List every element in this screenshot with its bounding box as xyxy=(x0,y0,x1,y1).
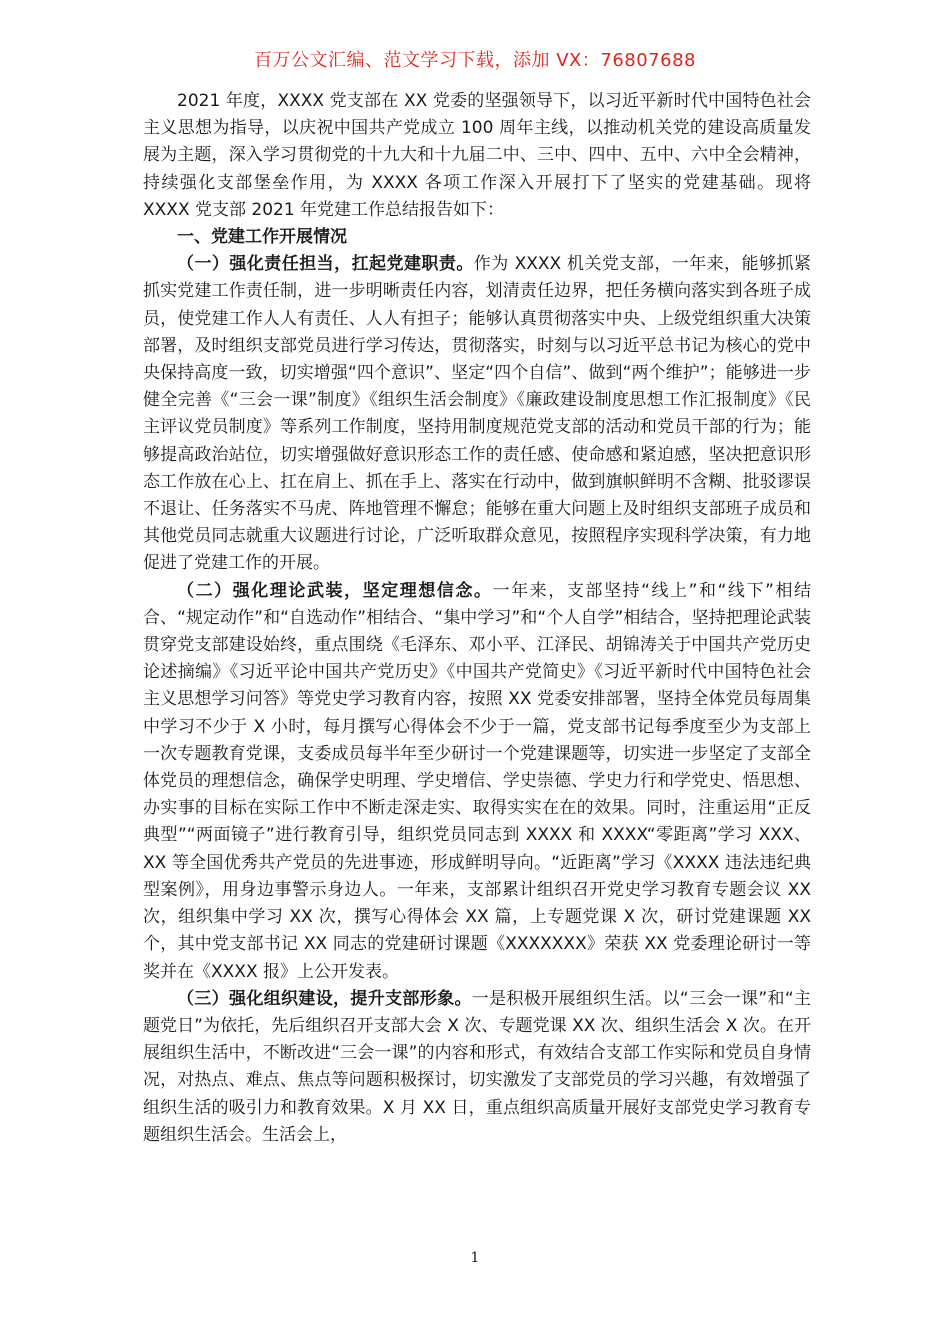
subsection-3-paragraph xyxy=(143,986,811,1149)
subsection-1-title: （一）强化责任担当，扛起党建职责。 xyxy=(177,254,474,275)
watermark-header: 百万公文汇编、范文学习下载，添加 VX：76807688 xyxy=(254,50,696,71)
subsection-1-paragraph xyxy=(143,251,811,577)
document-body xyxy=(143,88,811,1149)
section-heading xyxy=(143,224,811,251)
intro-paragraph: 2021 年度，XXXX 党支部在 XX 党委的坚强领导下，以习近平新时代中国特色社会主义思想为指导，以庆祝中国共产党成立 100 周年主线，以推动机关党的建设高质量发展为主题，深入学习贯彻党的十九大和十九届二中、三中、四中、五中、六中全会精神，持续强化支部堡垒作用，为 XXXX 各项工作深入开展打下了坚实的党建基础。现将 XXXX 党支部 2021 年党建工作总结报告如下： xyxy=(143,91,811,220)
subsection-2-body: 一年来，支部坚持“线上”和“线下”相结合、“规定动作”和“自选动作”相结合、“集中学习”和“个人自学”相结合，坚持把理论武装贯穿党支部建设始终，重点围绕《毛泽东、邓小平、江泽民、胡锦涛关于中国共产党历史论述摘编》《习近平论中国共产党历史》《中国共产党简史》《习近平新时代中国特色社会主义思想学习问答》等党史学习教育内容，按照 XX 党委安排部署，坚持全体党员每周集中学习不少于 X 小时，每月撰写心得体会不少于一篇，党支部书记每季度至少为支部上一次专题教育党课，支委成员每半年至少研讨一个党建课题等，切实进一步坚定了支部全体党员的理想信念，确保学史明理、学史增信、学史崇德、学史力行和学党史、悟思想、办实事的目标在实际工作中不断走深走实、取得实实在在的效果。同时，注重运用“正反典型”“两面镜子”进行教育引导，组织党员同志到 XXXX 和 XXXX“零距离”学习 XXX、XX 等全国优秀共产党员的先进事迹，形成鲜明导向。“近距离”学习《XXXX 违法违纪典型案例》，用身边事警示身边人。一年来，支部累计组织召开党史学习教育专题会议 XX 次，组织集中学习 XX 次，撰写心得体会 XX 篇，上专题党课 X 次，研讨党建课题 XX 个，其中党支部书记 XX 同志的党建研讨课题《XXXXXXX》荣获 XX 党委理论研讨一等奖并在《XXXX 报》上公开发表。 xyxy=(143,580,812,982)
subsection-3-title: （三）强化组织建设，提升支部形象。 xyxy=(177,988,472,1009)
subsection-3-body: 一是积极开展组织生活。以“三会一课”和“主题党日”为依托，先后组织召开支部大会 X 次、专题党课 XX 次、组织生活会 X 次。在开展组织生活中，不断改进“三会一课”的内容和形式，有效结合支部工作实际和党员自身情况，对热点、难点、焦点等问题积极探讨，切实激发了支部党员的学习兴趣，有效增强了组织生活的吸引力和教育效果。X 月 XX 日，重点组织高质量开展好支部党史学习教育专题组织生活会。生活会上， xyxy=(143,988,812,1145)
subsection-2-title: （二）强化理论武装，坚定理想信念。 xyxy=(177,580,493,601)
subsection-1-body: 作为 XXXX 机关党支部，一年来，能够抓紧抓实党建工作责任制，进一步明晰责任内容，划清责任边界，把任务横向落实到各班子成员，使党建工作人人有责任、人人有担子；能够认真贯彻落实中央、上级党组织重大决策部署，及时组织支部党员进行学习传达，贯彻落实，时刻与以习近平总书记为核心的党中央保持高度一致，切实增强“四个意识”、坚定“四个自信”、做到“两个维护”；能够进一步健全完善《“三会一课”制度》《组织生活会制度》《廉政建设制度思想工作汇报制度》《民主评议党员制度》等系列工作制度，坚持用制度规范党支部的活动和党员干部的行为；能够提高政治站位，切实增强做好意识形态工作的责任感、使命感和紧迫感，坚决把意识形态工作放在心上、扛在肩上、抓在手上、落实在行动中，做到旗帜鲜明不含糊、批驳谬误不退让、任务落实不马虎、阵地管理不懈怠；能够在重大问题上及时组织支部班子成员和其他党员同志就重大议题进行讨论，广泛听取群众意见，按照程序实现科学决策，有力地促进了党建工作的开展。 xyxy=(143,254,811,574)
subsection-2-paragraph xyxy=(143,578,811,986)
section-heading-text: 一、党建工作开展情况 xyxy=(177,227,347,248)
page-number: 1 xyxy=(470,1250,480,1266)
